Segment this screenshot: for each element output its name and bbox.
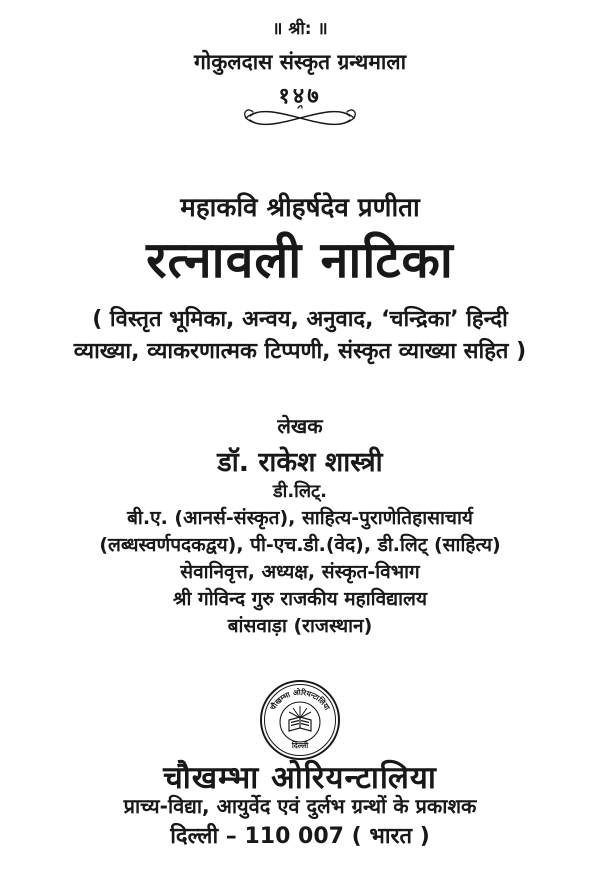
publisher-name: चौखम्भा ओरियन्टालिया (163, 760, 437, 796)
publisher-address: दिल्ली – 110 007 ( भारत ) (170, 824, 430, 849)
subtitle-line-2: व्याख्या, व्याकरणात्मक टिप्पणी, संस्कृत व्याख्या सहित ) (73, 339, 527, 364)
subtitle-line-1: ( विस्तृत भूमिका, अन्वय, अनुवाद, ‘चन्द्रिका’ हिन्दी (92, 307, 508, 332)
credential-line: बांसवाड़ा (राजस्थान) (227, 615, 373, 637)
author-section-label: लेखक (277, 414, 323, 438)
publisher-seal-icon (258, 678, 342, 762)
credential-line: सेवानिवृत्त, अध्यक्ष, संस्कृत-विभाग (180, 561, 420, 583)
flourish-ornament (0, 102, 600, 138)
emblem-ring-text: चौखम्भा ओरियन्टालिया (268, 687, 332, 712)
emblem-city-text: दिल्ली (291, 741, 309, 750)
flourish-icon (240, 102, 360, 134)
author-attribution: महाकवि श्रीहर्षदेव प्रणीता (180, 193, 420, 223)
author-name: डॉ. राकेश शास्त्री (217, 447, 383, 478)
series-number: १४७ (278, 84, 322, 109)
page-title: रत्नावली नाटिका (146, 231, 454, 289)
invocation-text: ॥ श्री: ॥ (272, 19, 328, 39)
publisher-emblem (0, 678, 600, 766)
credential-line: बी.ए. (आनर्स-संस्कृत), साहित्य-पुराणेतिहासाचार्य (127, 507, 473, 529)
author-degree: डी.लिट्. (273, 481, 327, 502)
credential-line: श्री गोविन्द गुरु राजकीय महाविद्यालय (173, 588, 427, 610)
series-name: गोकुलदास संस्कृत ग्रन्थमाला (193, 50, 407, 74)
publisher-tagline: प्राच्य-विद्या, आयुर्वेद एवं दुर्लभ ग्रन्थों के प्रकाशक (123, 794, 477, 818)
credential-line: (लब्धस्वर्णपदकद्वय), पी-एच.डी.(वेद), डी.लिट् (साहित्य) (99, 534, 501, 556)
